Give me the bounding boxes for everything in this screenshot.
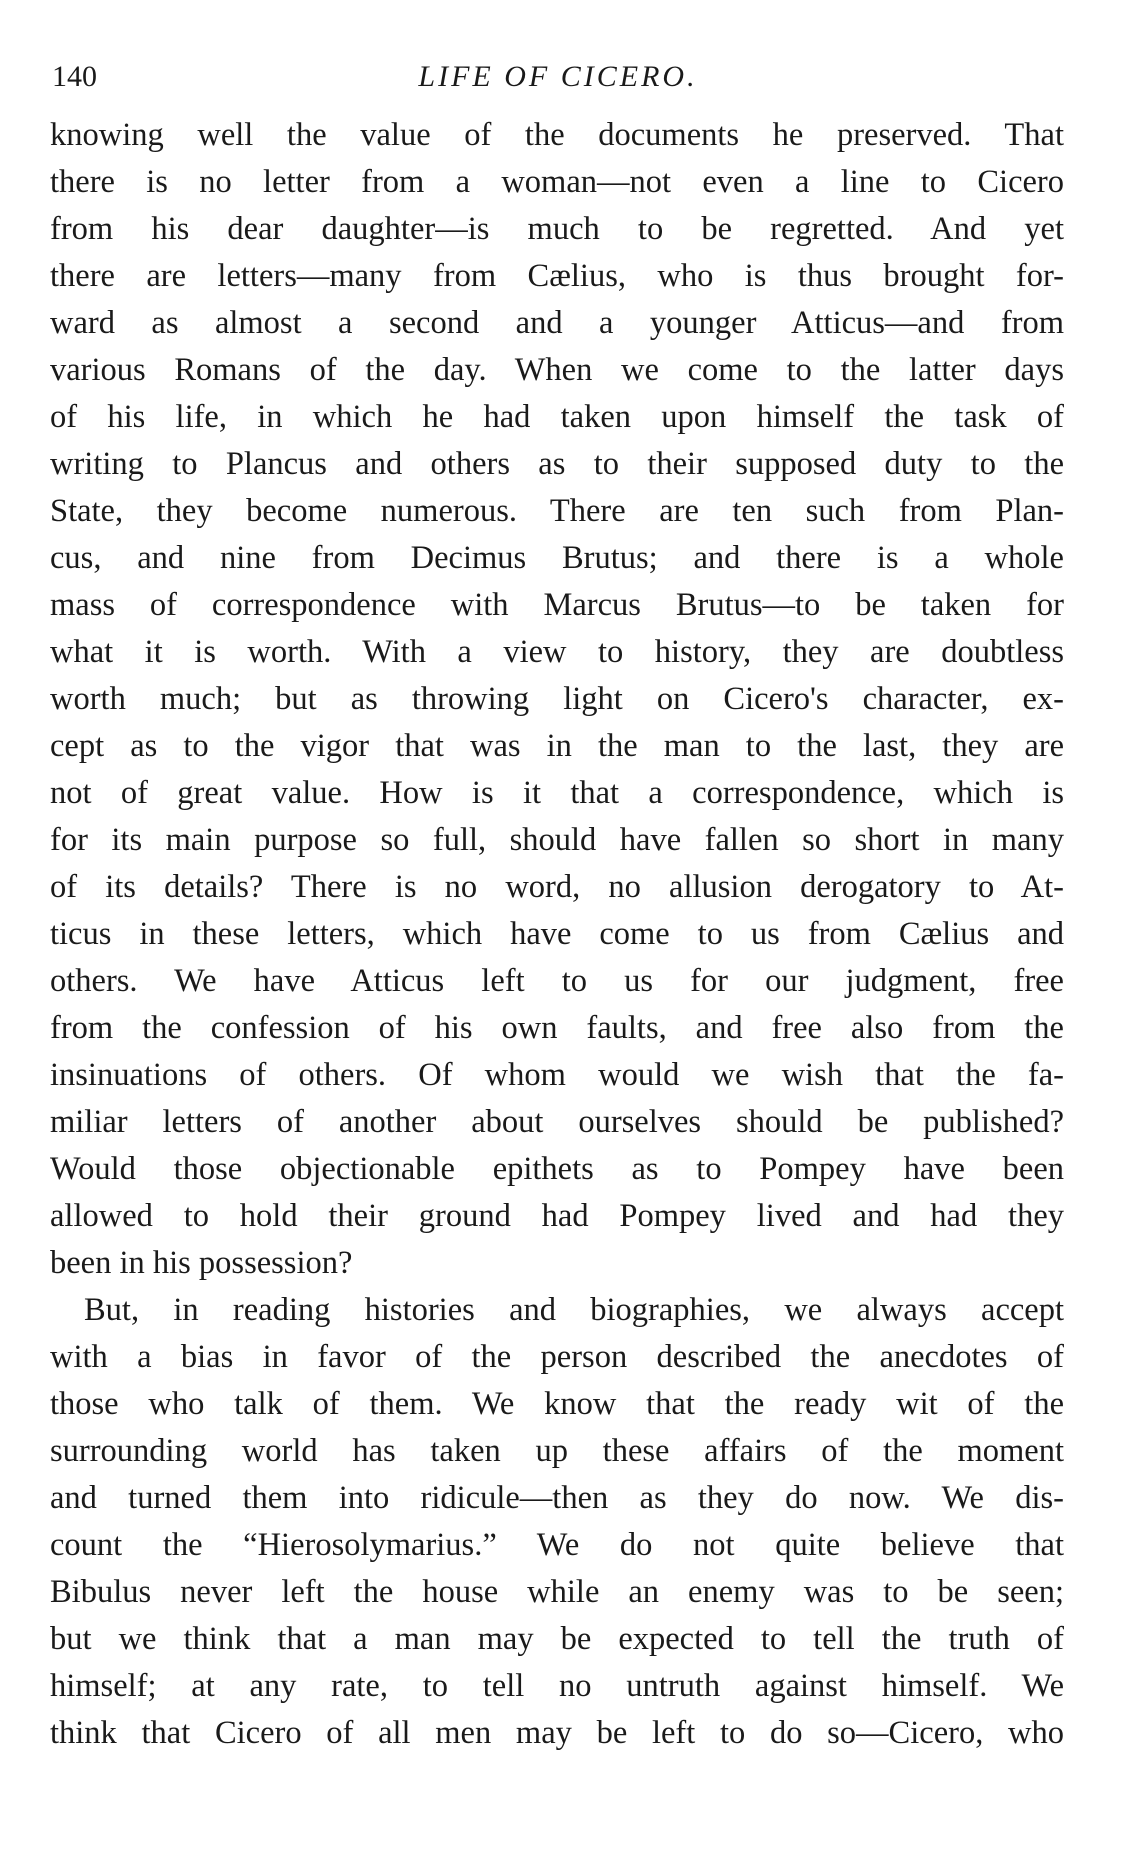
text-line: been in his possession? <box>50 1245 353 1281</box>
text-line: but we think that a man may be expected to tell the truth of <box>50 1621 1064 1657</box>
text-line: But, in reading histories and biographies, we always accept <box>84 1292 1064 1328</box>
text-line: himself; at any rate, to tell no untruth against himself. We <box>50 1668 1064 1704</box>
text-line: and turned them into ridicule—then as they do now. We dis- <box>50 1480 1064 1516</box>
text-line: count the “Hierosolymarius.” We do not quite believe that <box>50 1527 1064 1563</box>
text-line: knowing well the value of the documents he preserved. That <box>50 117 1064 153</box>
text-line: writing to Plancus and others as to their supposed duty to the <box>50 446 1064 482</box>
text-line: from the confession of his own faults, and free also from the <box>50 1010 1064 1046</box>
text-line: mass of correspondence with Marcus Brutus—to be taken for <box>50 587 1064 623</box>
text-line: of its details? There is no word, no allusion derogatory to At- <box>50 869 1064 905</box>
text-line: from his dear daughter—is much to be regretted. And yet <box>50 211 1064 247</box>
text-line: worth much; but as throwing light on Cicero's character, ex- <box>50 681 1064 717</box>
page-header <box>52 60 1064 100</box>
text-line: there is no letter from a woman—not even a line to Cicero <box>50 164 1064 200</box>
page-number: 140 <box>52 60 97 93</box>
text-line: what it is worth. With a view to history, they are doubtless <box>50 634 1064 670</box>
text-line: ward as almost a second and a younger Atticus—and from <box>50 305 1064 341</box>
text-line: with a bias in favor of the person described the anecdotes of <box>50 1339 1064 1375</box>
text-line: cept as to the vigor that was in the man to the last, they are <box>50 728 1064 764</box>
text-line: insinuations of others. Of whom would we wish that the fa- <box>50 1057 1064 1093</box>
text-line: miliar letters of another about ourselves should be published? <box>50 1104 1064 1140</box>
text-line: those who talk of them. We know that the ready wit of the <box>50 1386 1064 1422</box>
text-line: there are letters—many from Cælius, who is thus brought for- <box>50 258 1064 294</box>
text-line: think that Cicero of all men may be left to do so—Cicero, who <box>50 1715 1064 1751</box>
text-line: cus, and nine from Decimus Brutus; and there is a whole <box>50 540 1064 576</box>
text-line: various Romans of the day. When we come to the latter days <box>50 352 1064 388</box>
text-line: of his life, in which he had taken upon himself the task of <box>50 399 1064 435</box>
text-line: Bibulus never left the house while an enemy was to be seen; <box>50 1574 1064 1610</box>
text-line: not of great value. How is it that a correspondence, which is <box>50 775 1064 811</box>
text-line: surrounding world has taken up these affairs of the moment <box>50 1433 1064 1469</box>
body-text <box>50 112 1064 1757</box>
text-line: State, they become numerous. There are ten such from Plan- <box>50 493 1064 529</box>
text-line: allowed to hold their ground had Pompey lived and had they <box>50 1198 1064 1234</box>
text-line: for its main purpose so full, should have fallen so short in many <box>50 822 1064 858</box>
text-line: ticus in these letters, which have come to us from Cælius and <box>50 916 1064 952</box>
running-head: LIFE OF CICERO. <box>418 60 698 93</box>
text-line: others. We have Atticus left to us for our judgment, free <box>50 963 1064 999</box>
text-line: Would those objectionable epithets as to Pompey have been <box>50 1151 1064 1187</box>
